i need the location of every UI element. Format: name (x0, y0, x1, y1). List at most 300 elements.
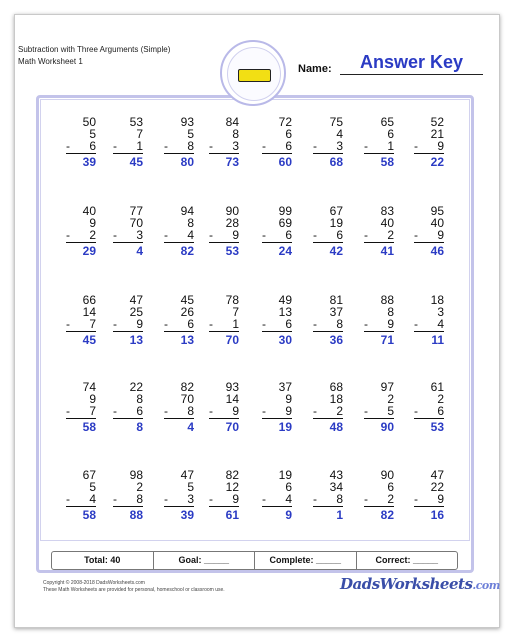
problem (66, 293, 96, 347)
answer-value: 39 (180, 508, 194, 522)
answer-value: 4 (136, 244, 143, 258)
answer-value: 46 (430, 244, 444, 258)
first-number: 72 (278, 115, 292, 129)
third-number: 9 (437, 139, 444, 153)
first-number: 81 (329, 293, 343, 307)
answer-value: 58 (82, 420, 96, 434)
problem (209, 204, 239, 258)
answer-rule (262, 418, 292, 419)
minus-sign: - (414, 228, 418, 242)
minus-sign: - (164, 228, 168, 242)
third-number: 4 (89, 492, 96, 506)
second-number: 26 (180, 305, 194, 319)
pencil-badge-inner (227, 47, 281, 101)
second-number: 9 (89, 392, 96, 406)
answer-value: 60 (278, 155, 292, 169)
answer-rule (262, 331, 292, 332)
first-number: 19 (278, 468, 292, 482)
minus-sign: - (414, 317, 418, 331)
problem (262, 380, 292, 434)
first-number: 93 (225, 380, 239, 394)
copyright-line-1: Copyright © 2008-2018 DadsWorksheets.com (43, 580, 145, 586)
third-number: 6 (437, 404, 444, 418)
answer-value: 80 (180, 155, 194, 169)
minus-sign: - (66, 317, 70, 331)
third-number: 9 (387, 317, 394, 331)
third-number: 3 (187, 492, 194, 506)
answer-rule (209, 153, 239, 154)
minus-sign: - (164, 404, 168, 418)
dadsworksheets-logo (340, 575, 500, 597)
answer-rule (313, 153, 343, 154)
minus-sign: - (164, 492, 168, 506)
minus-sign: - (414, 139, 418, 153)
total-cell: Total: 40 (84, 555, 121, 565)
first-number: 99 (278, 204, 292, 218)
problem (364, 380, 394, 434)
answer-rule (113, 331, 143, 332)
answer-rule (364, 418, 394, 419)
problem (209, 115, 239, 169)
first-number: 93 (180, 115, 194, 129)
problem (113, 293, 143, 347)
third-number: 9 (232, 492, 239, 506)
minus-sign: - (113, 404, 117, 418)
problem (364, 204, 394, 258)
answer-rule (313, 418, 343, 419)
pencil-badge (220, 40, 286, 106)
answer-value: 36 (329, 333, 343, 347)
first-number: 75 (329, 115, 343, 129)
answer-value: 13 (129, 333, 143, 347)
third-number: 1 (136, 139, 143, 153)
answer-rule (209, 242, 239, 243)
problem (66, 468, 96, 522)
first-number: 67 (329, 204, 343, 218)
answer-value: 1 (336, 508, 343, 522)
problem (414, 115, 444, 169)
minus-sign: - (313, 492, 317, 506)
answer-value: 45 (129, 155, 143, 169)
copyright-line-2: These Math Worksheets are provided for personal, homeschool or classroom use. (43, 587, 225, 593)
minus-sign: - (313, 317, 317, 331)
minus-sign: - (262, 139, 266, 153)
minus-sign: - (364, 317, 368, 331)
third-number: 7 (89, 317, 96, 331)
second-number: 70 (180, 392, 194, 406)
first-number: 82 (180, 380, 194, 394)
second-number: 3 (437, 305, 444, 319)
first-number: 65 (380, 115, 394, 129)
second-number: 5 (89, 127, 96, 141)
second-number: 18 (329, 392, 343, 406)
minus-sign: - (113, 317, 117, 331)
problem (313, 380, 343, 434)
first-number: 78 (225, 293, 239, 307)
first-number: 67 (82, 468, 96, 482)
second-number: 13 (278, 305, 292, 319)
second-number: 2 (136, 480, 143, 494)
minus-sign: - (414, 404, 418, 418)
third-number: 1 (232, 317, 239, 331)
problem (313, 293, 343, 347)
problem (313, 468, 343, 522)
name-line (340, 74, 483, 75)
second-number: 22 (430, 480, 444, 494)
second-number: 37 (329, 305, 343, 319)
problem (262, 468, 292, 522)
first-number: 50 (82, 115, 96, 129)
minus-sign: - (364, 228, 368, 242)
answer-rule (414, 242, 444, 243)
problem (414, 468, 444, 522)
second-number: 2 (387, 392, 394, 406)
second-number: 19 (329, 216, 343, 230)
answer-value: 70 (225, 333, 239, 347)
correct-cell: Correct: _____ (356, 552, 458, 569)
problem (364, 468, 394, 522)
problems-inner-border (40, 99, 470, 541)
answer-value: 19 (278, 420, 292, 434)
first-number: 22 (129, 380, 143, 394)
answer-rule (164, 331, 194, 332)
third-number: 3 (232, 139, 239, 153)
minus-sign: - (66, 404, 70, 418)
minus-sign: - (313, 404, 317, 418)
second-number: 9 (285, 392, 292, 406)
answer-rule (66, 242, 96, 243)
third-number: 4 (437, 317, 444, 331)
answer-value: 88 (129, 508, 143, 522)
minus-sign: - (364, 139, 368, 153)
minus-sign: - (164, 139, 168, 153)
minus-sign: - (209, 404, 213, 418)
answer-value: 58 (380, 155, 394, 169)
minus-sign: - (414, 492, 418, 506)
problem (164, 204, 194, 258)
problem (262, 115, 292, 169)
answer-rule (364, 506, 394, 507)
problem (113, 115, 143, 169)
answer-value: 53 (225, 244, 239, 258)
problem (66, 380, 96, 434)
answer-value: 30 (278, 333, 292, 347)
pencil-icon (238, 69, 271, 82)
minus-sign: - (66, 492, 70, 506)
first-number: 61 (430, 380, 444, 394)
third-number: 6 (285, 228, 292, 242)
answer-value: 73 (225, 155, 239, 169)
answer-value: 48 (329, 420, 343, 434)
worksheet-title (18, 44, 170, 68)
third-number: 2 (89, 228, 96, 242)
answer-value: 24 (278, 244, 292, 258)
second-number: 6 (285, 480, 292, 494)
third-number: 9 (232, 404, 239, 418)
first-number: 18 (430, 293, 444, 307)
answer-rule (113, 153, 143, 154)
third-number: 6 (136, 404, 143, 418)
second-number: 2 (437, 392, 444, 406)
problem (414, 293, 444, 347)
third-number: 2 (336, 404, 343, 418)
problem (66, 204, 96, 258)
problem (313, 204, 343, 258)
minus-sign: - (113, 228, 117, 242)
minus-sign: - (209, 492, 213, 506)
minus-sign: - (262, 492, 266, 506)
answer-value: 4 (187, 420, 194, 434)
second-number: 8 (136, 392, 143, 406)
answer-rule (262, 242, 292, 243)
problem (113, 204, 143, 258)
title-line-2: Math Worksheet 1 (18, 57, 83, 66)
minus-sign: - (364, 404, 368, 418)
answer-rule (414, 506, 444, 507)
first-number: 68 (329, 380, 343, 394)
minus-sign: - (209, 228, 213, 242)
third-number: 9 (285, 404, 292, 418)
third-number: 6 (285, 139, 292, 153)
problem (364, 293, 394, 347)
answer-rule (364, 331, 394, 332)
second-number: 8 (387, 305, 394, 319)
third-number: 4 (187, 228, 194, 242)
answer-rule (164, 153, 194, 154)
minus-sign: - (113, 139, 117, 153)
first-number: 98 (129, 468, 143, 482)
third-number: 6 (285, 317, 292, 331)
goal-cell: Goal: _____ (153, 552, 255, 569)
problem (414, 380, 444, 434)
problem (113, 380, 143, 434)
answer-value: 16 (430, 508, 444, 522)
first-number: 43 (329, 468, 343, 482)
problem (164, 468, 194, 522)
answer-rule (262, 506, 292, 507)
answer-rule (313, 506, 343, 507)
third-number: 3 (336, 139, 343, 153)
third-number: 8 (336, 317, 343, 331)
answer-value: 39 (82, 155, 96, 169)
third-number: 2 (387, 492, 394, 506)
minus-sign: - (164, 317, 168, 331)
problem (414, 204, 444, 258)
second-number: 8 (232, 127, 239, 141)
first-number: 88 (380, 293, 394, 307)
answer-value: 42 (329, 244, 343, 258)
problem (66, 115, 96, 169)
second-number: 6 (285, 127, 292, 141)
third-number: 8 (136, 492, 143, 506)
problem (313, 115, 343, 169)
minus-sign: - (209, 317, 213, 331)
answer-rule (364, 153, 394, 154)
answer-value: 82 (180, 244, 194, 258)
first-number: 40 (82, 204, 96, 218)
answer-rule (313, 331, 343, 332)
second-number: 9 (89, 216, 96, 230)
third-number: 9 (136, 317, 143, 331)
problem (262, 204, 292, 258)
third-number: 9 (232, 228, 239, 242)
minus-sign: - (262, 228, 266, 242)
second-number: 40 (430, 216, 444, 230)
first-number: 77 (129, 204, 143, 218)
second-number: 7 (136, 127, 143, 141)
third-number: 7 (89, 404, 96, 418)
logo-suffix: .com (472, 579, 500, 592)
title-line-1: Subtraction with Three Arguments (Simple) (18, 45, 171, 54)
minus-sign: - (313, 228, 317, 242)
second-number: 14 (82, 305, 96, 319)
second-number: 5 (187, 480, 194, 494)
second-number: 21 (430, 127, 444, 141)
second-number: 34 (329, 480, 343, 494)
answer-rule (313, 242, 343, 243)
answer-value: 53 (430, 420, 444, 434)
second-number: 12 (225, 480, 239, 494)
answer-rule (66, 418, 96, 419)
answer-value: 11 (431, 333, 444, 347)
answer-rule (66, 331, 96, 332)
second-number: 28 (225, 216, 239, 230)
second-number: 5 (89, 480, 96, 494)
first-number: 83 (380, 204, 394, 218)
first-number: 53 (129, 115, 143, 129)
first-number: 45 (180, 293, 194, 307)
problem (164, 115, 194, 169)
third-number: 9 (437, 228, 444, 242)
answer-rule (209, 506, 239, 507)
answer-rule (209, 418, 239, 419)
answer-rule (414, 331, 444, 332)
minus-sign: - (262, 404, 266, 418)
third-number: 1 (387, 139, 394, 153)
first-number: 82 (225, 468, 239, 482)
problem (262, 293, 292, 347)
problem (209, 293, 239, 347)
answer-rule (113, 418, 143, 419)
second-number: 69 (278, 216, 292, 230)
answer-rule (164, 418, 194, 419)
answer-value: 70 (225, 420, 239, 434)
minus-sign: - (313, 139, 317, 153)
answer-value: 68 (329, 155, 343, 169)
first-number: 84 (225, 115, 239, 129)
answer-value: 8 (136, 420, 143, 434)
second-number: 4 (336, 127, 343, 141)
answer-value: 13 (180, 333, 194, 347)
answer-value: 61 (225, 508, 239, 522)
name-label: Name: (298, 63, 332, 75)
minus-sign: - (113, 492, 117, 506)
score-bar (51, 551, 458, 570)
first-number: 90 (380, 468, 394, 482)
first-number: 74 (82, 380, 96, 394)
second-number: 6 (387, 480, 394, 494)
second-number: 6 (387, 127, 394, 141)
third-number: 3 (136, 228, 143, 242)
answer-value: 45 (82, 333, 96, 347)
third-number: 2 (387, 228, 394, 242)
first-number: 66 (82, 293, 96, 307)
third-number: 4 (285, 492, 292, 506)
third-number: 6 (187, 317, 194, 331)
complete-cell: Complete: _____ (254, 552, 356, 569)
problem (164, 293, 194, 347)
second-number: 7 (232, 305, 239, 319)
minus-sign: - (66, 228, 70, 242)
answer-rule (164, 506, 194, 507)
answer-rule (364, 242, 394, 243)
minus-sign: - (262, 317, 266, 331)
answer-rule (113, 506, 143, 507)
answer-rule (414, 153, 444, 154)
first-number: 90 (225, 204, 239, 218)
problem (164, 380, 194, 434)
first-number: 52 (430, 115, 444, 129)
answer-value: 22 (430, 155, 444, 169)
minus-sign: - (66, 139, 70, 153)
third-number: 6 (89, 139, 96, 153)
answer-rule (113, 242, 143, 243)
minus-sign: - (364, 492, 368, 506)
answer-rule (66, 506, 96, 507)
third-number: 8 (336, 492, 343, 506)
problem (113, 468, 143, 522)
answer-value: 90 (380, 420, 394, 434)
answer-key-text: Answer Key (359, 52, 464, 72)
third-number: 8 (187, 404, 194, 418)
answer-rule (209, 331, 239, 332)
second-number: 40 (380, 216, 394, 230)
first-number: 94 (180, 204, 194, 218)
first-number: 49 (278, 293, 292, 307)
first-number: 47 (430, 468, 444, 482)
first-number: 37 (278, 380, 292, 394)
first-number: 47 (129, 293, 143, 307)
third-number: 5 (387, 404, 394, 418)
second-number: 25 (129, 305, 143, 319)
answer-rule (66, 153, 96, 154)
answer-value: 29 (82, 244, 96, 258)
answer-value: 41 (380, 244, 394, 258)
answer-value: 58 (82, 508, 96, 522)
answer-rule (262, 153, 292, 154)
minus-sign: - (209, 139, 213, 153)
third-number: 6 (336, 228, 343, 242)
logo-text: DadsWorksheets (340, 575, 473, 593)
first-number: 95 (430, 204, 444, 218)
first-number: 47 (180, 468, 194, 482)
second-number: 5 (187, 127, 194, 141)
problem (209, 468, 239, 522)
answer-value: 9 (285, 508, 292, 522)
answer-rule (414, 418, 444, 419)
second-number: 8 (187, 216, 194, 230)
second-number: 70 (129, 216, 143, 230)
third-number: 8 (187, 139, 194, 153)
answer-rule (164, 242, 194, 243)
first-number: 97 (380, 380, 394, 394)
answer-value: 71 (380, 333, 394, 347)
problem (364, 115, 394, 169)
third-number: 9 (437, 492, 444, 506)
problem (209, 380, 239, 434)
second-number: 14 (225, 392, 239, 406)
answer-value: 82 (380, 508, 394, 522)
